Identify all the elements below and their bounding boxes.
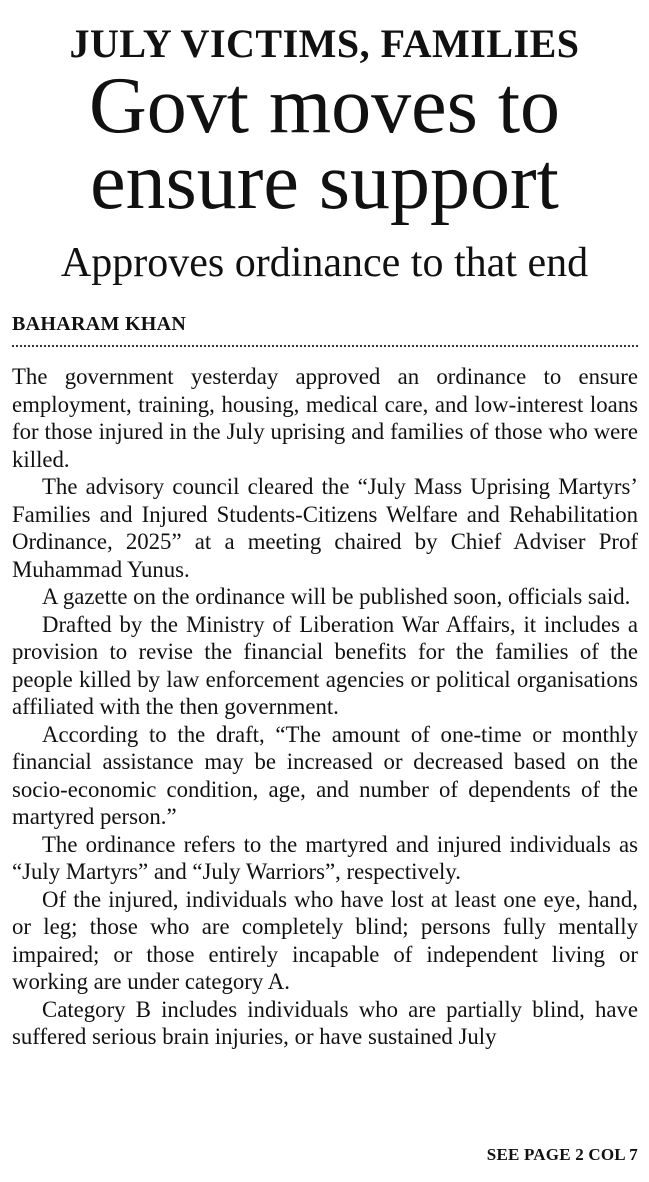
paragraph: Category B includes individuals who are partially blind, have suffered serious brain injuries, or have sustained July: [12, 996, 638, 1049]
paragraph: According to the draft, “The amount of one-time or monthly financial assistance may be increased or decreased based on the socio-economic condition, age, and number of dependents of the martyred person.”: [12, 721, 638, 829]
paragraph: Drafted by the Ministry of Liberation War Affairs, it includes a provision to revise the financial benefits for the families of the people killed by law enforcement agencies or political organisations affiliated with the then government.: [12, 611, 638, 719]
article-body: [12, 363, 638, 1051]
subheadline: Approves ordinance to that end: [60, 240, 589, 286]
continuation-jump-line: SEE PAGE 2 COL 7: [486, 1145, 638, 1164]
headline: [0, 62, 649, 226]
headline-line-1: Govt moves to: [88, 62, 561, 150]
paragraph: The ordinance refers to the martyred and injured individuals as “July Martyrs” and “July Warriors”, respectively.: [12, 831, 638, 884]
headline-line-2: ensure support: [90, 138, 559, 226]
paragraph: The government yesterday approved an ordinance to ensure employment, training, housing, medical care, and low-interest loans for those injured in the July uprising and families of those who were killed.: [12, 364, 638, 472]
paragraph: Of the injured, individuals who have lost at least one eye, hand, or leg; those who are completely blind; persons fully mentally impaired; or those entirely incapable of independent living or working are under category A.: [12, 886, 638, 994]
paragraph: The advisory council cleared the “July Mass Uprising Martyrs’ Families and Injured Students-Citizens Welfare and Rehabilitation Ordinance, 2025” at a meeting chaired by Chief Adviser Prof Muhammad Yunus.: [12, 474, 638, 582]
dotted-divider: [12, 345, 638, 347]
paragraph: A gazette on the ordinance will be published soon, officials said.: [42, 584, 631, 609]
byline: BAHARAM KHAN: [12, 313, 187, 335]
kicker: JULY VICTIMS, FAMILIES: [69, 21, 580, 66]
